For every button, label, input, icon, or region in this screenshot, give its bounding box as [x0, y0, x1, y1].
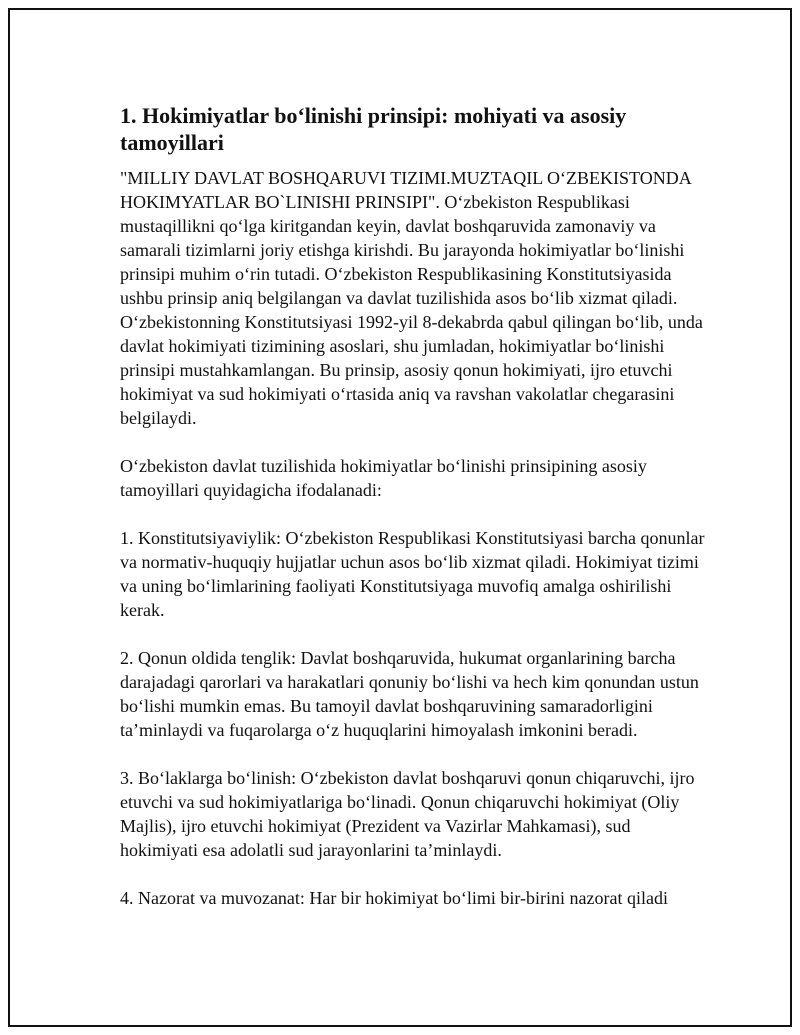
document-title: 1. Hokimiyatlar bo‘linishi prinsipi: mohiyati va asosiy tamoyillari: [120, 103, 627, 155]
principle-separation-of-branches: 3. Bo‘laklarga bo‘linish: O‘zbekiston davlat boshqaruvi qonun chiqaruvchi, ijro etuvchi va sud hokimiyatlariga bo‘linadi. Qonun chiqaruvchi hokimiyat (Oliy Majlis), ijro etuvchi hokimiyat (Prezident va Vazirlar Mahkamasi), sud hokimiyati esa adolatli sud jarayonlarini ta’minlaydi.: [120, 768, 695, 860]
page-frame: [8, 8, 792, 1027]
principles-intro-paragraph: O‘zbekiston davlat tuzilishida hokimiyatlar bo‘linishi prinsipining asosiy tamoyillari quyidagicha ifodalanadi:: [120, 456, 647, 500]
principle-constitutionality: 1. Konstitutsiyaviylik: O‘zbekiston Respublikasi Konstitutsiyasi barcha qonunlar va normativ-huquqiy hujjatlar uchun asos bo‘lib xizmat qiladi. Hokimiyat tizimi va uning bo‘limlarining faoliyati Konstitutsiyaga muvofiq amalga oshirilishi kerak.: [120, 528, 705, 620]
intro-paragraph: "MILLIY DAVLAT BOSHQARUVI TIZIMI.MUZTAQIL O‘ZBEKISTONDA HOKIMYATLAR BO`LINISHI PRINSIPI". O‘zbekiston Respublikasi mustaqillikni qo‘lga kiritgandan keyin, davlat boshqaruvida zamonaviy va samarali tizimlarni joriy etishga kirishdi. Bu jarayonda hokimiyatlar bo‘linishi prinsipi muhim o‘rin tutadi. O‘zbekiston Respublikasining Konstitutsiyasida ushbu prinsip aniq belgilangan va davlat tuzilishida asos bo‘lib xizmat qiladi. O‘zbekistonning Konstitutsiyasi 1992-yil 8-dekabrda qabul qilingan bo‘lib, unda davlat hokimiyati tizimining asoslari, shu jumladan, hokimiyatlar bo‘linishi prinsipi mustahkamlangan. Bu prinsip, asosiy qonun hokimiyati, ijro etuvchi hokimiyat va sud hokimiyati o‘rtasida aniq va ravshan vakolatlar chegarasini belgilaydi.: [120, 168, 703, 428]
principle-equality-before-law: 2. Qonun oldida tenglik: Davlat boshqaruvida, hukumat organlarining barcha darajadagi qarorlari va harakatlari qonuniy bo‘lishi va hech kim qonundan ustun bo‘lishi mumkin emas. Bu tamoyil davlat boshqaruvining samaradorligini ta’minlaydi va fuqarolarga o‘z huquqlarini himoyalash imkonini beradi.: [120, 648, 699, 740]
document-body: [120, 102, 710, 934]
principle-checks-and-balances: 4. Nazorat va muvozanat: Har bir hokimiyat bo‘limi bir-birini nazorat qiladi: [120, 888, 668, 908]
